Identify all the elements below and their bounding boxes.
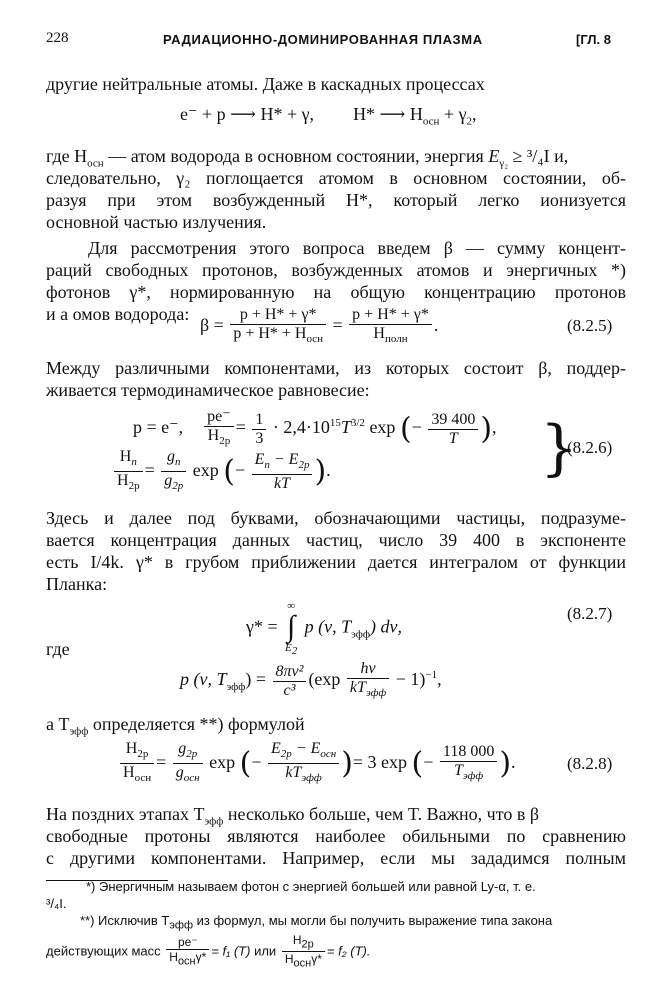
equals: = [332, 315, 343, 336]
equals: = [235, 417, 246, 438]
fraction: $\frac{H_{2p}}{H_{осн}}$ [120, 740, 154, 787]
equation-8-2-5 [200, 306, 438, 348]
text-line: есть I/4k. γ* в грубом приближении дается интегралом от функции [46, 552, 626, 572]
equation-number: (8.2.6) [567, 438, 613, 457]
eq-lhs: β = [200, 315, 224, 336]
fraction: $\frac{pe^-}{H_{осн}\gamma*}$ [166, 935, 209, 968]
text-line: живается термодинамическое равновесие: [46, 380, 370, 400]
paren: ( [239, 746, 252, 782]
text-line: и а омов водорода: [46, 304, 190, 324]
paren: ( [399, 411, 412, 447]
text-line: с другими компонентами. Например, если мы зададимся полным [46, 848, 626, 868]
fraction: $\frac{h\nu}{kT_{эфф}}$ [347, 660, 389, 702]
integral: ∞ ∫ $E_2$ [284, 600, 298, 658]
text-line: фотонов γ*, нормированную на общую концентрацию протонов [46, 282, 626, 302]
equation-8-2-7: γ* = ∞ ∫ $E_2$ p (ν, $T_{эфф}$) dν, [246, 600, 402, 658]
fraction: $\frac{g_{2p}}{g_{осн}}$ [173, 740, 203, 787]
equals: = [144, 459, 155, 480]
equation-number: (8.2.5) [567, 316, 613, 335]
text-line: Для рассмотрения этого вопроса введем β — сумму концент- [88, 238, 626, 258]
fraction: $\frac{1}{3}$ [252, 411, 266, 448]
fraction: $\frac{39 400}{T}$ [428, 411, 478, 448]
cascade-part2-plus: + γ [439, 104, 467, 124]
fraction: $\frac{\text{8πν²}}{\text{c³}}$ [273, 663, 307, 700]
text-line: свободные протоны являются наиболее обильными по сравнению [46, 826, 626, 846]
text-fragment: где H [46, 146, 88, 166]
text-line: Планка: [46, 574, 108, 594]
text-line: разуя при этом возбужденный H*, который легко ионизуется [46, 190, 626, 210]
subscript: 2 [466, 115, 473, 128]
fraction: $\frac{H_n}{H_{2p}}$ [114, 448, 143, 495]
paren: ) [314, 454, 327, 490]
text-line: Между различными компонентами, из которых состоит β, поддер- [46, 358, 626, 378]
equation-8-2-8: $\frac{H_{2p}}{H_{осн}}$ = $\frac{g_{2p}}{g_{осн}}$ exp (− $\frac{E_{2p} - E_{осн}}{kT_{эфф}}$ )= 3 exp (− $\frac{118 000}{T_{эфф}}$ ). [118, 740, 516, 787]
paren: ) [499, 746, 512, 782]
text-line: основной частью излучения. [46, 212, 267, 232]
footnote-1-cont: ³/₄I. [46, 896, 67, 911]
paren: ( [411, 746, 424, 782]
fraction: $\frac{118 000}{T_{эфф}}$ [440, 743, 497, 785]
page-number: 228 [46, 30, 69, 46]
equation-cascade [180, 104, 477, 128]
text-line: На поздних этапах $T_{эфф}$ несколько больше, чем T. Важно, что в β [46, 804, 540, 828]
fraction: $\frac{g_n}{g_{2p}}$ [161, 448, 186, 495]
eq-part: p = e⁻, [133, 417, 184, 438]
subscript: осн [422, 115, 440, 128]
equation-number: (8.2.7) [567, 604, 613, 623]
cascade-part1: e⁻ + p ⟶ H* + γ, [180, 104, 315, 124]
math-symbol: E [488, 146, 500, 166]
eq-lhs: γ* = [246, 616, 278, 637]
fraction: $\frac{E_n - E_{2p}}{kT}$ [252, 451, 313, 493]
text-line: Здесь и далее под буквами, обозначающими частицы, подразуме- [46, 508, 626, 528]
text-line: раций свободных протонов, возбужденных атомов и энергичных *) [46, 260, 626, 280]
equation-planck: p (ν, $T_{эфф}$) = $\frac{\text{8πν²}}{\text{c³}}$ (exp $\frac{h\nu}{kT_{эфф}}$ − 1)$^{-1}$, [180, 660, 442, 702]
text-line: а $T_{эфф}$ определяется **) формулой [46, 714, 305, 738]
eq-part: · 2,4·10 [268, 417, 330, 438]
text-fragment: — атом водорода в основном состоянии, энергия [103, 146, 489, 166]
paren: ( [223, 454, 235, 490]
cascade-part2: H* ⟶ H [353, 104, 423, 124]
denominator: $H_{полн}$ [373, 325, 408, 346]
punct: . [433, 315, 439, 336]
chapter-label: [ГЛ. 8 [576, 32, 611, 47]
fraction: $\frac{E_{2p} - E_{осн}}{kT_{эфф}}$ [268, 740, 339, 787]
fraction: $\frac{pe^-}{H_{2p}}$ [204, 408, 234, 450]
denominator: $p + H* + H_{осн}$ [233, 325, 324, 346]
numerator: p + H* + γ* [230, 306, 326, 325]
footnote-1: *) Энергичным называем фотон с энергией большей или равной Ly-α, т. е. [86, 879, 536, 894]
text-line: другие нейтральные атомы. Даже в каскадных процессах [46, 74, 485, 94]
equation-8-2-6-row2: $\frac{H_n}{H_{2p}}$ = $\frac{g_n}{g_{2p}}$ exp (− $\frac{E_n - E_{2p}}{kT}$ ). [112, 448, 331, 495]
text-line: следовательно, γ₂ поглощается атомом в основном состоянии, об- [46, 168, 626, 188]
paren: ) [480, 411, 493, 447]
text-line: где [46, 639, 70, 659]
running-title: РАДИАЦИОННО-ДОМИНИРОВАННАЯ ПЛАЗМА [163, 32, 483, 47]
brace: } [540, 413, 579, 483]
numerator: p + H* + γ* [349, 306, 432, 325]
fraction [349, 306, 432, 348]
equation-number: (8.2.8) [567, 754, 613, 773]
footnote-2-cont: действующих масс $\frac{pe^-}{H_{осн}\gamma*}$ = f₁ (T) или $\frac{H_{2p}}{H_{осн}\gamma*}$ = f₂ (T). [46, 933, 371, 970]
text-fragment: ≥ ³/₄I и, [508, 146, 569, 166]
punct: , [472, 104, 477, 124]
fraction [230, 306, 326, 348]
subscript: осн [87, 157, 104, 170]
equation-8-2-6-row1: p = e⁻, $\frac{pe^-}{H_{2p}}$ = $\frac{1}{3}$ · $2,4\cdot 10^{15}T^{3/2}$ exp (− $\frac{39 400}{T}$ ), [133, 408, 497, 450]
text-line: вается концентрация данных частиц, число 39 400 в экспоненте [46, 530, 626, 550]
fraction: $\frac{H_{2p}}{H_{осн}\gamma*}$ [282, 933, 325, 971]
subscript: γ₂ [499, 157, 509, 170]
footnote-2: **) Исключив $T_{эфф}$ из формул, мы могли бы получить выражение типа закона [80, 913, 553, 932]
paren: ) [341, 746, 353, 782]
